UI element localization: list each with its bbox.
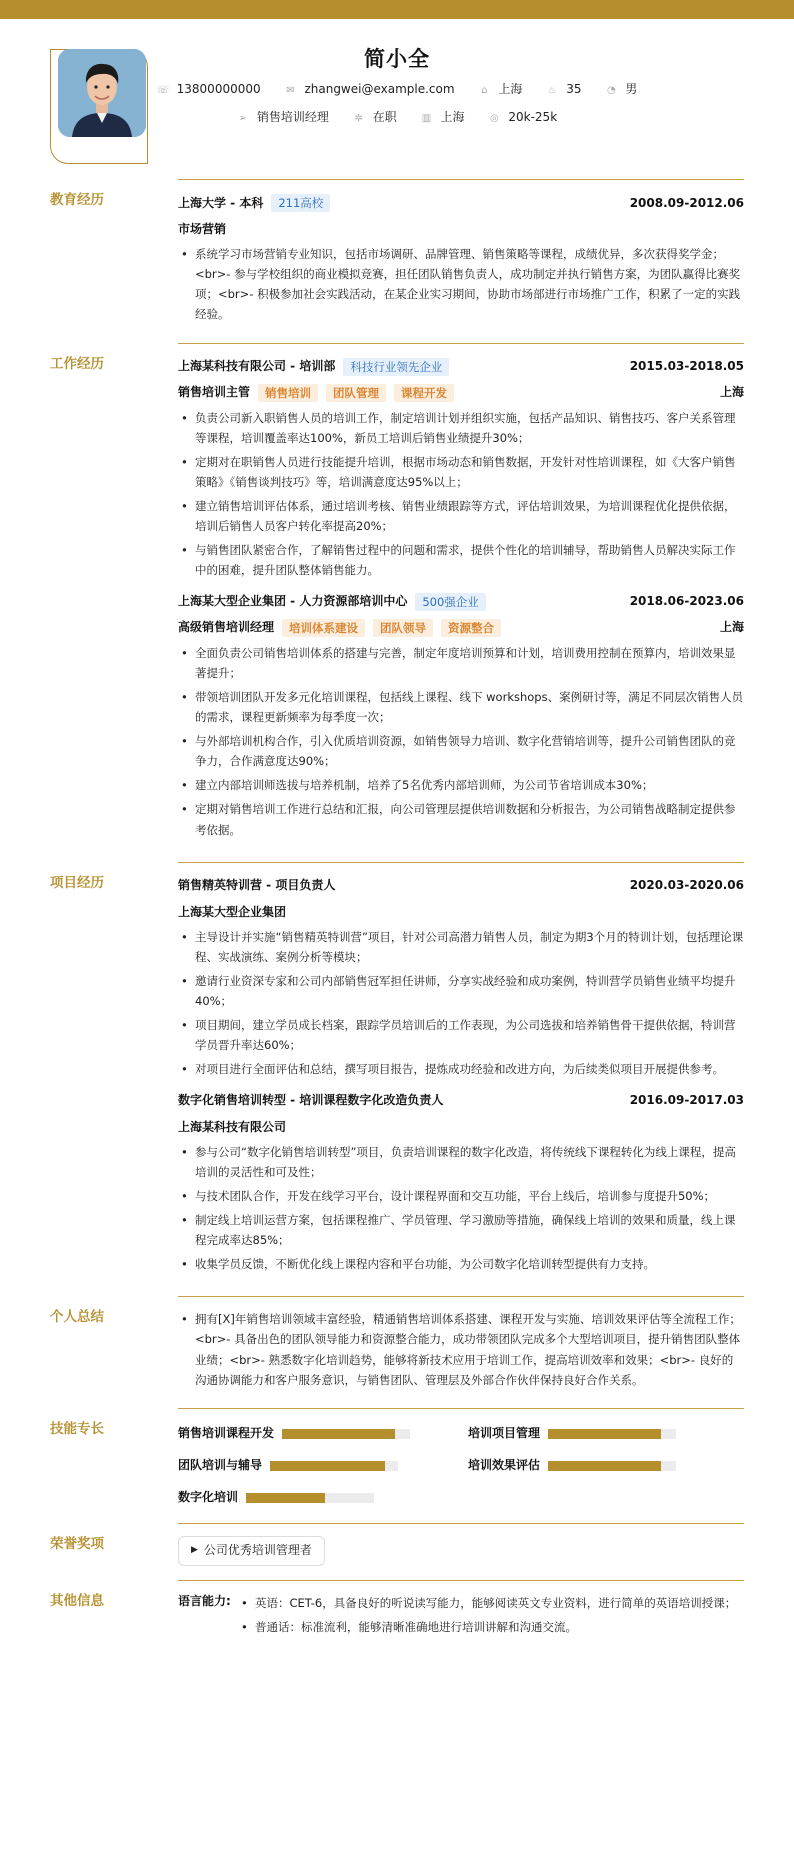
work-bullet: • 与外部培训机构合作，引入优质培训资源，如销售领导力培训、数字化营销培训等，提升公司销售团队的竞争力，合作满意度达90%；	[178, 731, 744, 771]
skill-item	[178, 1487, 468, 1509]
skill-tag: 课程开发	[394, 384, 454, 402]
project-title: 销售精英特训营 - 项目负责人	[178, 878, 336, 893]
target-city-text: 上海	[440, 110, 465, 124]
education-desc: • 系统学习市场营销专业知识，包括市场调研、品牌管理、销售策略等课程，成绩优异，多次获得奖学金；<br>- 参与学校组织的商业模拟竞赛，担任团队销售负责人，成功制定并执行销售方案，为团队赢得比赛奖项；<br>- 积极参加社会实践活动，在某企业实习期间，协助市场部进行市场推广工作，积累了一定的实践经验。	[178, 244, 744, 325]
skill-fill	[548, 1429, 661, 1439]
job-intent-row	[0, 107, 794, 128]
skill-tag: 资源整合	[441, 619, 501, 637]
skill-name: 销售培训课程开发	[178, 1426, 275, 1441]
skill-bar	[270, 1461, 398, 1471]
candidate-name: 简小全	[364, 47, 430, 71]
section-title-projects: 项目经历	[50, 874, 104, 891]
coin-icon: ◎	[490, 113, 499, 124]
skill-name: 团队培训与辅导	[178, 1458, 263, 1473]
project-bullet: • 邀请行业资深专家和公司内部销售冠军担任讲师，分享实战经验和成功案例，特训营学员销售业绩平均提升40%；	[178, 971, 744, 1011]
building-icon: ▥	[421, 113, 432, 124]
section-title-skills: 技能专长	[50, 1420, 104, 1437]
target-role-text: 销售培训经理	[256, 110, 329, 124]
work-city: 上海	[719, 620, 744, 634]
section-title-summary: 个人总结	[50, 1309, 104, 1326]
resume-header	[0, 19, 794, 179]
language-label: 语言能力:	[178, 1593, 231, 1608]
skill-fill	[548, 1461, 661, 1471]
awards-section	[0, 1523, 794, 1580]
mail-icon: ✉	[286, 85, 295, 96]
projects-section	[0, 862, 794, 1297]
language-item: • 普通话：标准流利，能够清晰准确地进行培训讲解和沟通交流。	[238, 1617, 744, 1637]
skill-item	[468, 1423, 758, 1445]
skills-grid	[178, 1419, 744, 1509]
project-period: 2016.09-2017.03	[629, 1093, 744, 1107]
skill-bar	[548, 1429, 676, 1439]
phone-text: 13800000000	[176, 82, 261, 96]
award-badge	[178, 1536, 325, 1566]
work-bullet: • 定期对在职销售人员进行技能提升培训，根据市场动态和销售数据，开发针对性培训课程，如《大客户销售策略》《销售谈判技巧》等，培训满意度达95%以上；	[178, 452, 744, 492]
email-info	[284, 79, 454, 100]
skills-section	[0, 1408, 794, 1523]
section-title-awards: 荣誉奖项	[50, 1535, 104, 1552]
work-entry	[178, 589, 744, 840]
language-item: • 英语：CET-6，具备良好的听说读写能力，能够阅读英文专业资料，进行简单的英语培训授课；	[238, 1593, 744, 1613]
education-period: 2008.09-2012.06	[629, 195, 744, 210]
user-icon: ◔	[606, 85, 616, 96]
work-bullet: • 与销售团队紧密合作，了解销售过程中的问题和需求，提供个性化的培训辅导，帮助销售人员解决实际工作中的困难，提升团队整体销售能力。	[178, 540, 744, 580]
job-role: 销售培训主管	[178, 385, 251, 399]
skill-tag: 销售培训	[258, 384, 318, 402]
project-org: 上海某大型企业集团	[178, 904, 287, 919]
skill-tag: 团队领导	[373, 619, 433, 637]
education-major: 市场营销	[178, 222, 227, 236]
project-bullet: • 参与公司“数字化销售培训转型”项目，负责培训课程的数字化改造，将传统线下课程转化为线上课程，提高培训的灵活性和可及性；	[178, 1142, 744, 1182]
salary-text: 20k-25k	[508, 110, 558, 124]
play-icon: ▶	[191, 1544, 198, 1555]
age-info	[546, 79, 581, 100]
project-bullet: • 收集学员反馈，不断优化线上课程内容和平台功能，为公司数字化培训转型提供有力支持。	[178, 1254, 744, 1274]
work-section	[0, 343, 794, 862]
work-bullet: • 定期对销售培训工作进行总结和汇报，向公司管理层提供培训数据和分析报告，为公司销售战略制定提供参考依据。	[178, 799, 744, 839]
phone-icon: ☏	[156, 85, 170, 96]
work-bullet: • 建立内部培训师选拔与培养机制，培养了5名优秀内部培训师，为公司节省培训成本30%；	[178, 775, 744, 795]
send-icon: ➢	[238, 113, 248, 124]
gear-icon: ✲	[354, 113, 363, 124]
education-section	[0, 179, 794, 343]
skill-bar	[282, 1429, 410, 1439]
company-tag: 500强企业	[415, 593, 485, 611]
work-bullet: • 全面负责公司销售培训体系的搭建与完善，制定年度培训预算和计划，培训费用控制在预算内，培训效果显著提升；	[178, 643, 744, 683]
phone-info	[157, 79, 261, 100]
target-role-info	[237, 107, 329, 128]
project-bullet: • 主导设计并实施“销售精英特训营”项目，针对公司高潜力销售人员，制定为期3个月的特训计划，包括理论课程、实战演练、案例分析等模块；	[178, 927, 744, 967]
other-section	[0, 1580, 794, 1655]
project-title: 数字化销售培训转型 - 培训课程数字化改造负责人	[178, 1093, 444, 1107]
work-entry	[178, 354, 744, 581]
project-bullet: • 制定线上培训运营方案，包括课程推广、学员管理、学习激励等措施，确保线上培训的效果和质量，线上课程完成率达85%；	[178, 1210, 744, 1250]
top-accent-bar	[0, 0, 794, 19]
project-entry	[178, 873, 744, 1080]
gender-info	[605, 79, 637, 100]
location-info	[478, 79, 522, 100]
summary-section	[0, 1296, 794, 1408]
status-info	[353, 107, 397, 128]
project-org: 上海某科技有限公司	[178, 1119, 287, 1134]
skill-fill	[282, 1429, 395, 1439]
school-tag: 211高校	[271, 194, 330, 212]
project-bullet: • 与技术团队合作，开发在线学习平台，设计课程界面和交互功能，平台上线后，培训参与度提升50%；	[178, 1186, 744, 1206]
work-bullet: • 带领培训团队开发多元化培训课程，包括线上课程、线下 workshops、案例研讨等，满足不同层次销售人员的需求，课程更新频率为每季度一次；	[178, 687, 744, 727]
project-bullet: • 对项目进行全面评估和总结，撰写项目报告，提炼成功经验和改进方向，为后续类似项目开展提供参考。	[178, 1059, 744, 1079]
school-name: 上海大学 - 本科	[178, 195, 264, 210]
work-bullet: • 负责公司新入职销售人员的培训工作，制定培训计划并组织实施，包括产品知识、销售技巧、客户关系管理等课程，培训覆盖率达100%，新员工培训后销售业绩提升30%；	[178, 408, 744, 448]
summary-text: • 拥有[X]年销售培训领域丰富经验，精通销售培训体系搭建、课程开发与实施、培训效果评估等全流程工作；<br>- 具备出色的团队领导能力和资源整合能力，成功带领团队完成多个大型培训项目，提升销售团队整体业绩；<br>- 熟悉数字化培训趋势，能够将新技术应用于培训工作，提高培训效率和效果；<br>- 良好的沟通协调能力和客户服务意识，与销售团队、管理层及外部合作伙伴保持良好合作关系。	[178, 1309, 744, 1390]
work-bullet: • 建立销售培训评估体系，通过培训考核、销售业绩跟踪等方式，评估培训效果，为培训课程优化提供依据，培训后销售人员客户转化率提高20%；	[178, 496, 744, 536]
section-title-other: 其他信息	[50, 1592, 104, 1609]
skill-fill	[246, 1493, 325, 1503]
skill-bar	[548, 1461, 676, 1471]
skill-name: 培训项目管理	[468, 1426, 541, 1441]
job-role: 高级销售培训经理	[178, 620, 275, 634]
skill-tag: 培训体系建设	[282, 619, 365, 637]
age-text: 35	[566, 82, 582, 96]
cake-icon: ♨	[547, 85, 557, 96]
award-name: 公司优秀培训管理者	[203, 1543, 312, 1558]
skill-fill	[270, 1461, 385, 1471]
home-icon: ⌂	[481, 85, 488, 96]
skill-item	[178, 1423, 468, 1445]
status-text: 在职	[372, 110, 397, 124]
company-tag: 科技行业领先企业	[343, 358, 449, 376]
skill-name: 培训效果评估	[468, 1458, 541, 1473]
target-city-info	[421, 107, 465, 128]
company-name: 上海某科技有限公司 - 培训部	[178, 359, 336, 373]
skill-item	[178, 1455, 468, 1477]
work-period: 2018.06-2023.06	[629, 594, 744, 608]
skill-item	[468, 1455, 758, 1477]
email-text: zhangwei@example.com	[304, 82, 455, 96]
contact-row	[0, 79, 794, 100]
skill-bar	[246, 1493, 374, 1503]
project-period: 2020.03-2020.06	[629, 878, 744, 893]
skill-tag: 团队管理	[326, 384, 386, 402]
company-name: 上海某大型企业集团 - 人力资源部培训中心	[178, 594, 408, 608]
gender-text: 男	[625, 82, 638, 96]
location-text: 上海	[498, 82, 523, 96]
work-city: 上海	[719, 385, 744, 399]
salary-info	[488, 107, 557, 128]
section-title-education: 教育经历	[50, 192, 104, 208]
section-title-work: 工作经历	[50, 355, 104, 372]
project-bullet: • 项目期间，建立学员成长档案，跟踪学员培训后的工作表现，为公司选拔和培养销售骨干提供依据，特训营学员晋升率达60%；	[178, 1015, 744, 1055]
project-entry	[178, 1088, 744, 1275]
skill-name: 数字化培训	[178, 1490, 239, 1505]
work-period: 2015.03-2018.05	[629, 359, 744, 373]
